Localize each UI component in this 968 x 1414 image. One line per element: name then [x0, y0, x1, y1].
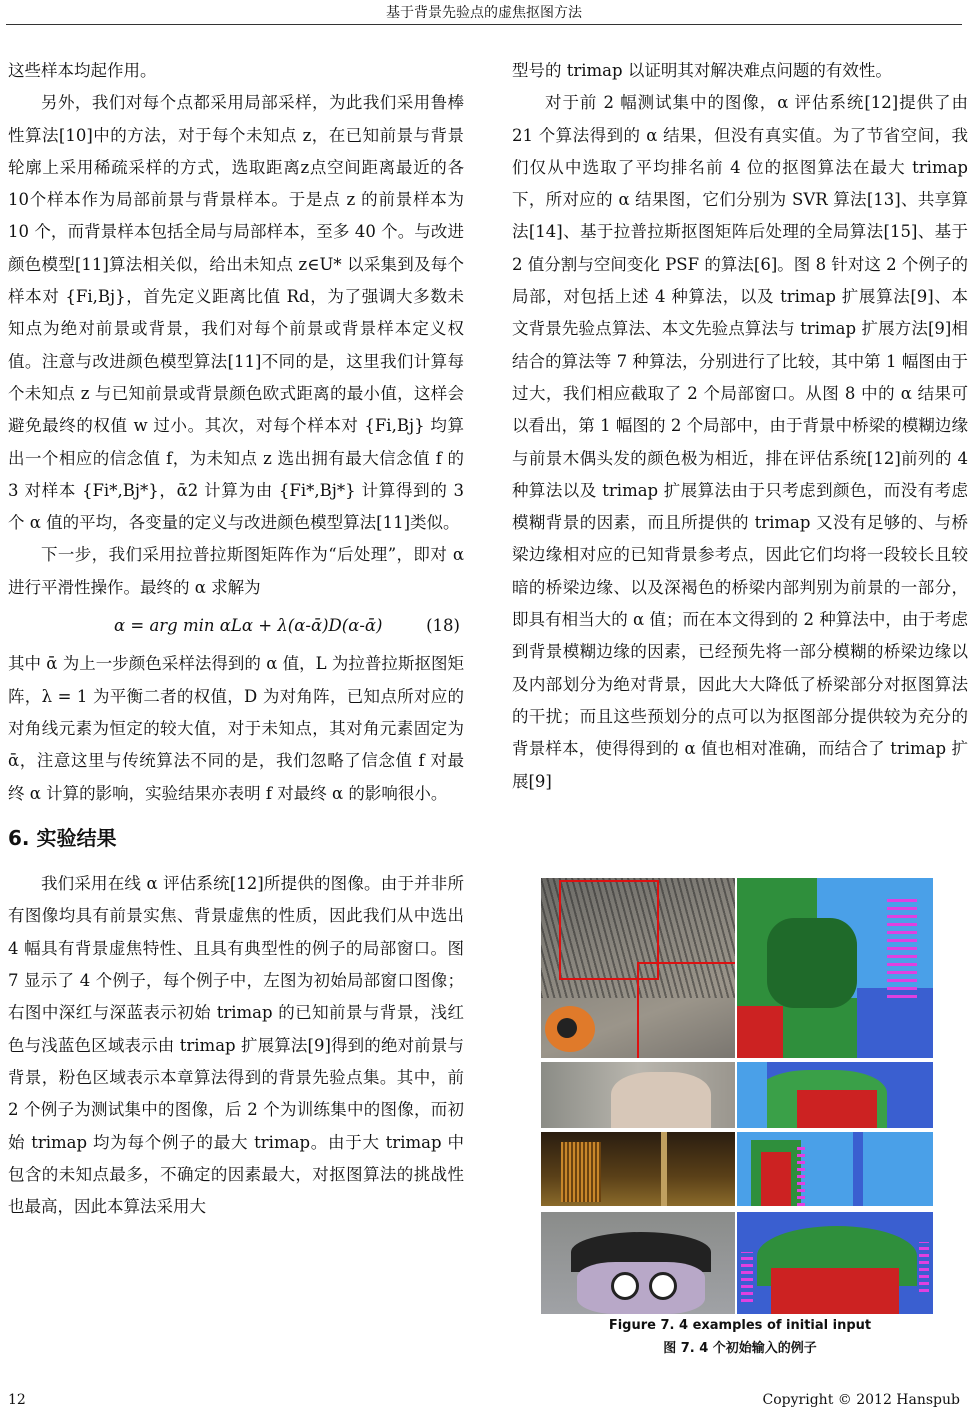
input-image-4: [541, 1212, 735, 1314]
copyright: Copyright © 2012 Hanspub: [762, 1392, 960, 1408]
page-number: 12: [8, 1392, 26, 1408]
equation-18: [8, 610, 464, 642]
paragraph: 对于前 2 幅测试集中的图像，α 评估系统[12]提供了由 21 个算法得到的 α 结果，但没有真实值。为了节省空间，我们仅从中选取了平均排名前 4 位的抠图算法在最大 trimap 下，所对应的 α 结果图，它们分别为 SVR 算法[13]、共享算法[14]、基于拉普拉斯抠图矩阵后处理的全局算法[15]、基于 2 值分割与空间变化 PSF 的算法[6]。图 8 针对这 2 个例子的局部，对包括上述 4 种算法，以及 trimap 扩展算法[9]、本文背景先验点算法、本文先验点算法与 trimap 扩展方法[9]相结合的算法等 7 种算法，分别进行了比较，其中第 1 幅图由于过大，我们相应截取了 2 个局部窗口。从图 8 中的 α 结果可以看出，第 1 幅图的 2 个局部中，由于背景中桥梁的模糊边缘与前景木偶头发的颜色极为相近，排在评估系统[12]前列的 4 种算法以及 trimap 扩展算法由于只考虑到颜色，而没有考虑模糊背景的因素，而且所提供的 trimap 又没有足够的、与桥梁边缘相对应的已知背景参考点，因此它们均将一段较长且较暗的桥梁边缘、以及深褐色的桥梁内部判别为前景的一部分，即具有相当大的 α 值；而在本文得到的 2 种算法中，由于考虑到背景模糊边缘的因素，已经预先将一部分模糊的桥梁边缘以及内部划分为绝对背景，因此大大降低了桥梁部分对抠图算法的干扰；而且这些预划分的点可以为抠图部分提供较为充分的背景样本，使得得到的 α 值也相对准确，而结合了 trimap 扩展[9]: [512, 93, 968, 791]
input-image-2: [541, 1062, 735, 1128]
input-image-1: [541, 878, 735, 1058]
paragraph: 另外，我们对每个点都采用局部采样，为此我们采用鲁棒性算法[10]中的方法，对于每个未知点 z，在已知前景与背景轮廓上采用稀疏采样的方式，选取距离z点空间距离最近的各10个样本作为局部前景与背景样本。于是点 z 的前景样本为 10 个，而背景样本包括全局与局部样本，至多 40 个。与改进颜色模型[11]算法相关似，给出未知点 z∈U* 以采集到及每个样本对 {Fi,Bj}，首先定义距离比值 Rd，为了强调大多数未知点为绝对前景或背景，我们对每个前景或背景样本定义权值。注意与改进颜色模型算法[11]不同的是，这里我们计算每个未知点 z 与已知前景或背景颜色欧式距离的最小值，这样会避免最终的权值 w 过小。其次，对每个样本对 {Fi,Bj} 均算出一个相应的信念值 f，为未知点 z 选出拥有最大信念值 f 的 3 对样本 {Fi*,Bj*}，ᾱ2 计算为由 {Fi*,Bj*} 计算得到的 3 个 α 值的平均，各变量的定义与改进颜色模型算法[11]类似。: [8, 93, 464, 533]
figure-caption-zh: 图 7. 4 个初始输入的例子: [663, 1341, 817, 1356]
trimap-3: [737, 1132, 933, 1206]
right-column: [512, 55, 968, 798]
figure-7: [541, 878, 933, 1314]
left-column: [8, 55, 464, 1223]
paragraph: 这些样本均起作用。: [8, 61, 157, 80]
trimap-2: [737, 1062, 933, 1128]
paragraph: 下一步，我们采用拉普拉斯图矩阵作为“后处理”，即对 α 进行平滑性操作。最终的 α 求解为: [8, 545, 464, 597]
input-image-3: [541, 1132, 735, 1206]
paragraph: 型号的 trimap 以证明其对解决难点问题的有效性。: [512, 61, 892, 80]
running-header: 基于背景先验点的虚焦抠图方法: [386, 5, 582, 21]
paragraph: 其中 ᾱ 为上一步颜色采样法得到的 α 值，L 为拉普拉斯抠图矩阵，λ = 1 为平衡二者的权值，D 为对角阵，已知点所对应的对角线元素为恒定的较大值，对于未知点，其对角元素固定为 ᾱ，注意这里与传统算法不同的是，我们忽略了信念值 f 对最终 α 计算的影响，实验结果亦表明 f 对最终 α 的影响很小。: [8, 654, 464, 803]
header-rule: [6, 24, 962, 25]
figure-caption-en: Figure 7. 4 examples of initial input: [608, 1318, 872, 1333]
equation-body: α = arg min αLα + λ(α-ᾱ)D(α-ᾱ): [114, 616, 383, 636]
equation-number: (18): [426, 616, 460, 636]
section-heading: 6. 实验结果: [8, 825, 117, 850]
trimap-1: [737, 878, 933, 1058]
paragraph: 我们采用在线 α 评估系统[12]所提供的图像。由于并非所有图像均具有前景实焦、背景虚焦的性质，因此我们从中选出 4 幅具有背景虚焦特性、且具有典型性的例子的局部窗口。图 7 显示了 4 个例子，每个例子中，左图为初始局部窗口图像；右图中深红与深蓝表示初始 trimap 的已知前景与背景，浅红色与浅蓝色区域表示由 trimap 扩展算法[9]得到的绝对前景与背景，粉色区域表示本章算法得到的背景先验点集。其中，前 2 个例子为测试集中的图像，后 2 个为训练集中的图像，而初始 trimap 均为每个例子的最大 trimap。由于大 trimap 中包含的未知点最多，不确定的因素最大，对抠图算法的挑战性也最高，因此本算法采用大: [8, 874, 464, 1217]
zoom-box: [637, 962, 735, 1058]
trimap-4: [737, 1212, 933, 1314]
